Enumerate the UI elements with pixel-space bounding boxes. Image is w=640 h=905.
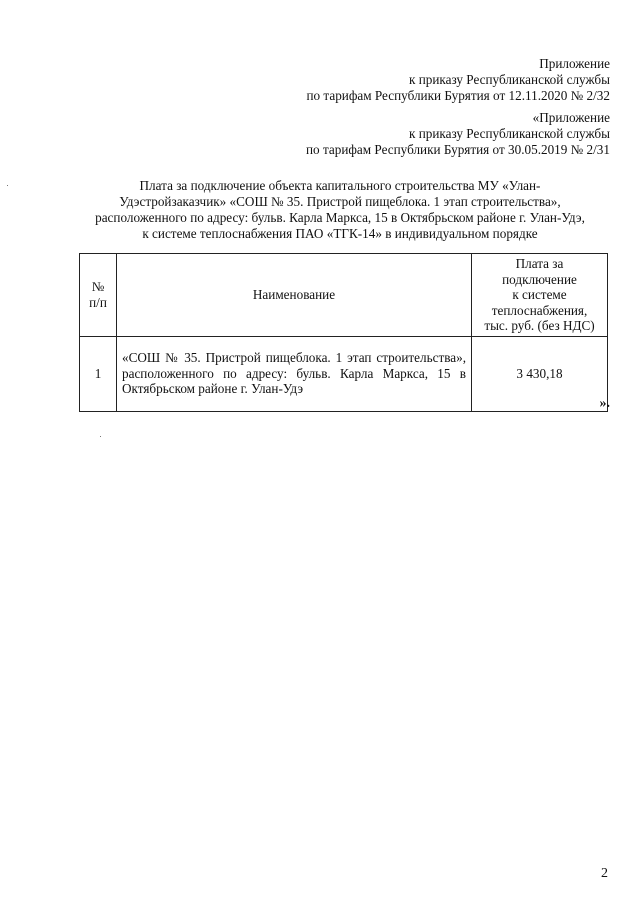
table-header-row [80,254,608,337]
appendix-previous [190,110,610,158]
header-number-line1: № [91,279,105,295]
header-fee-line4: тыс. руб. (без НДС) [484,318,595,333]
appendix-previous-line3: по тарифам Республики Бурятия от 30.05.2019 № 2/31 [306,142,610,157]
header-name: Наименование [117,254,472,337]
row-number: 1 [80,336,117,411]
appendix-previous-line2: к приказу Республиканской службы [408,126,610,141]
table-row [80,336,608,411]
scan-speck [100,436,101,437]
document-title [70,178,610,242]
appendix-current [190,56,610,104]
title-line3: расположенного по адресу: бульв. Карла Маркса, 15 в Октябрьском районе г. Улан-Удэ, [95,210,585,225]
header-fee-line3: теплоснабжения, [491,302,588,318]
appendix-current-line2: к приказу Республиканской службы [408,72,610,87]
page-number: 2 [601,866,608,881]
header-fee-line2: к системе [512,287,567,302]
fee-table [79,253,608,412]
header-fee-line1: Плата за подключение [502,256,577,287]
appendix-current-line3: по тарифам Республики Бурятия от 12.11.2020 № 2/32 [306,88,610,103]
title-line1: Плата за подключение объекта капитального строительства МУ «Улан- [139,178,541,193]
header-number [80,254,117,337]
scan-speck [7,185,8,186]
row-name: «СОШ № 35. Пристрой пищеблока. 1 этап строительства», расположенного по адресу: бульв. Карла Маркса, 15 в Октябрьском районе г. Улан-Удэ [117,336,472,411]
appendix-current-line1: Приложение [539,56,610,71]
title-line4: к системе теплоснабжения ПАО «ТГК-14» в индивидуальном порядке [142,226,538,241]
appendix-previous-line1: «Приложение [532,110,610,125]
header-fee [472,254,608,337]
title-line2: Удэстройзаказчик» «СОШ № 35. Пристрой пищеблока. 1 этап строительства», [119,194,561,209]
closing-quote: ». [599,396,610,411]
header-number-line2: п/п [89,294,107,310]
row-fee: 3 430,18 [472,336,608,411]
